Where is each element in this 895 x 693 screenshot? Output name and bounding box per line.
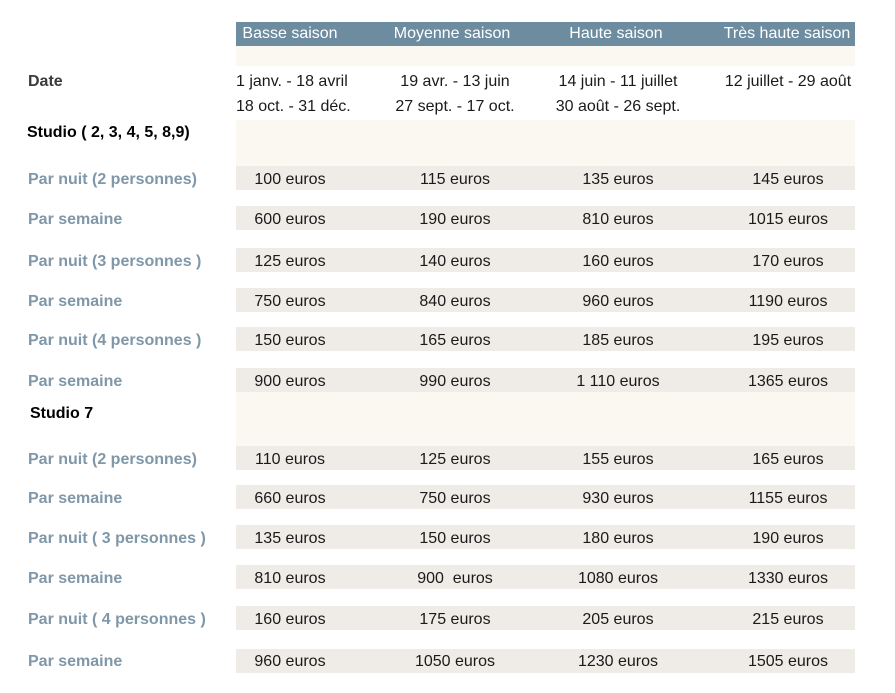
price-cell: 600 euros bbox=[254, 211, 326, 228]
price-cell: 990 euros bbox=[419, 373, 491, 390]
price-cell: 1230 euros bbox=[577, 653, 659, 670]
price-cell: 115 euros bbox=[420, 171, 490, 188]
price-cell: 150 euros bbox=[419, 530, 491, 547]
price-cell: 840 euros bbox=[419, 293, 491, 310]
price-cell: 660 euros bbox=[254, 490, 326, 507]
price-cell: 185 euros bbox=[582, 332, 654, 349]
price-cell: 125 euros bbox=[254, 253, 326, 270]
price-cell: 140 euros bbox=[419, 253, 491, 270]
date-basse-1: 1 janv. - 18 avril bbox=[236, 73, 348, 90]
price-cell: 930 euros bbox=[582, 490, 654, 507]
price-cell: 810 euros bbox=[582, 211, 654, 228]
section-title-studio-2-9: Studio ( 2, 3, 4, 5, 8,9) bbox=[27, 124, 190, 141]
price-cell: 135 euros bbox=[582, 171, 654, 188]
price-cell: 1190 euros bbox=[748, 293, 828, 310]
price-cell: 1050 euros bbox=[414, 653, 496, 670]
price-cell: 145 euros bbox=[752, 171, 824, 188]
header-moyenne-saison: Moyenne saison bbox=[393, 25, 511, 42]
price-cell: 900 euros bbox=[417, 570, 493, 587]
price-cell: 1015 euros bbox=[747, 211, 829, 228]
band bbox=[236, 46, 855, 66]
price-cell: 165 euros bbox=[419, 332, 491, 349]
section-title-studio-7: Studio 7 bbox=[30, 405, 94, 422]
row-label: Par nuit ( 3 personnes ) bbox=[28, 530, 206, 547]
price-cell: 100 euros bbox=[254, 171, 326, 188]
date-moyenne-2: 27 sept. - 17 oct. bbox=[395, 98, 515, 115]
price-cell: 150 euros bbox=[254, 332, 326, 349]
price-cell: 960 euros bbox=[582, 293, 654, 310]
row-label: Par nuit (4 personnes ) bbox=[28, 332, 202, 349]
row-label: Par nuit ( 4 personnes ) bbox=[28, 611, 206, 628]
date-haute-1: 14 juin - 11 juillet bbox=[558, 73, 678, 90]
price-cell: 1365 euros bbox=[747, 373, 829, 390]
header-basse-saison: Basse saison bbox=[242, 25, 338, 42]
price-cell: 135 euros bbox=[254, 530, 326, 547]
price-cell: 960 euros bbox=[254, 653, 326, 670]
price-cell: 900 euros bbox=[254, 373, 326, 390]
price-cell: 160 euros bbox=[254, 611, 326, 628]
band bbox=[236, 120, 855, 166]
row-label: Par nuit (2 personnes) bbox=[28, 451, 197, 468]
price-cell: 750 euros bbox=[254, 293, 326, 310]
header-haute-saison: Haute saison bbox=[569, 25, 663, 42]
date-haute-2: 30 août - 26 sept. bbox=[555, 98, 681, 115]
price-cell: 205 euros bbox=[582, 611, 654, 628]
header-tres-haute-saison: Très haute saison bbox=[723, 25, 851, 42]
band bbox=[236, 392, 855, 446]
price-cell: 215 euros bbox=[752, 611, 824, 628]
price-cell: 1155 euros bbox=[748, 490, 828, 507]
date-tres-haute-1: 12 juillet - 29 août bbox=[724, 73, 852, 90]
row-label: Par nuit (3 personnes ) bbox=[28, 253, 202, 270]
row-label: Par semaine bbox=[28, 653, 123, 670]
price-cell: 195 euros bbox=[752, 332, 824, 349]
price-cell: 180 euros bbox=[582, 530, 654, 547]
price-cell: 810 euros bbox=[254, 570, 326, 587]
date-basse-2: 18 oct. - 31 déc. bbox=[236, 98, 351, 115]
price-cell: 175 euros bbox=[419, 611, 491, 628]
price-cell: 1505 euros bbox=[747, 653, 829, 670]
price-cell: 190 euros bbox=[419, 211, 491, 228]
price-cell: 1330 euros bbox=[747, 570, 829, 587]
row-label: Par semaine bbox=[28, 490, 123, 507]
price-cell: 750 euros bbox=[419, 490, 491, 507]
price-cell: 165 euros bbox=[752, 451, 824, 468]
price-cell: 155 euros bbox=[582, 451, 654, 468]
row-label: Par semaine bbox=[28, 211, 123, 228]
row-label: Par semaine bbox=[28, 293, 123, 310]
price-cell: 160 euros bbox=[582, 253, 654, 270]
row-label: Par semaine bbox=[28, 570, 123, 587]
price-cell: 190 euros bbox=[752, 530, 824, 547]
price-cell: 125 euros bbox=[419, 451, 491, 468]
price-cell: 110 euros bbox=[255, 451, 325, 468]
date-label: Date bbox=[28, 73, 63, 90]
date-moyenne-1: 19 avr. - 13 juin bbox=[400, 73, 510, 90]
row-label: Par semaine bbox=[28, 373, 123, 390]
price-cell: 170 euros bbox=[752, 253, 824, 270]
price-cell: 1 110 euros bbox=[576, 373, 660, 390]
row-label: Par nuit (2 personnes) bbox=[28, 171, 197, 188]
price-cell: 1080 euros bbox=[577, 570, 659, 587]
